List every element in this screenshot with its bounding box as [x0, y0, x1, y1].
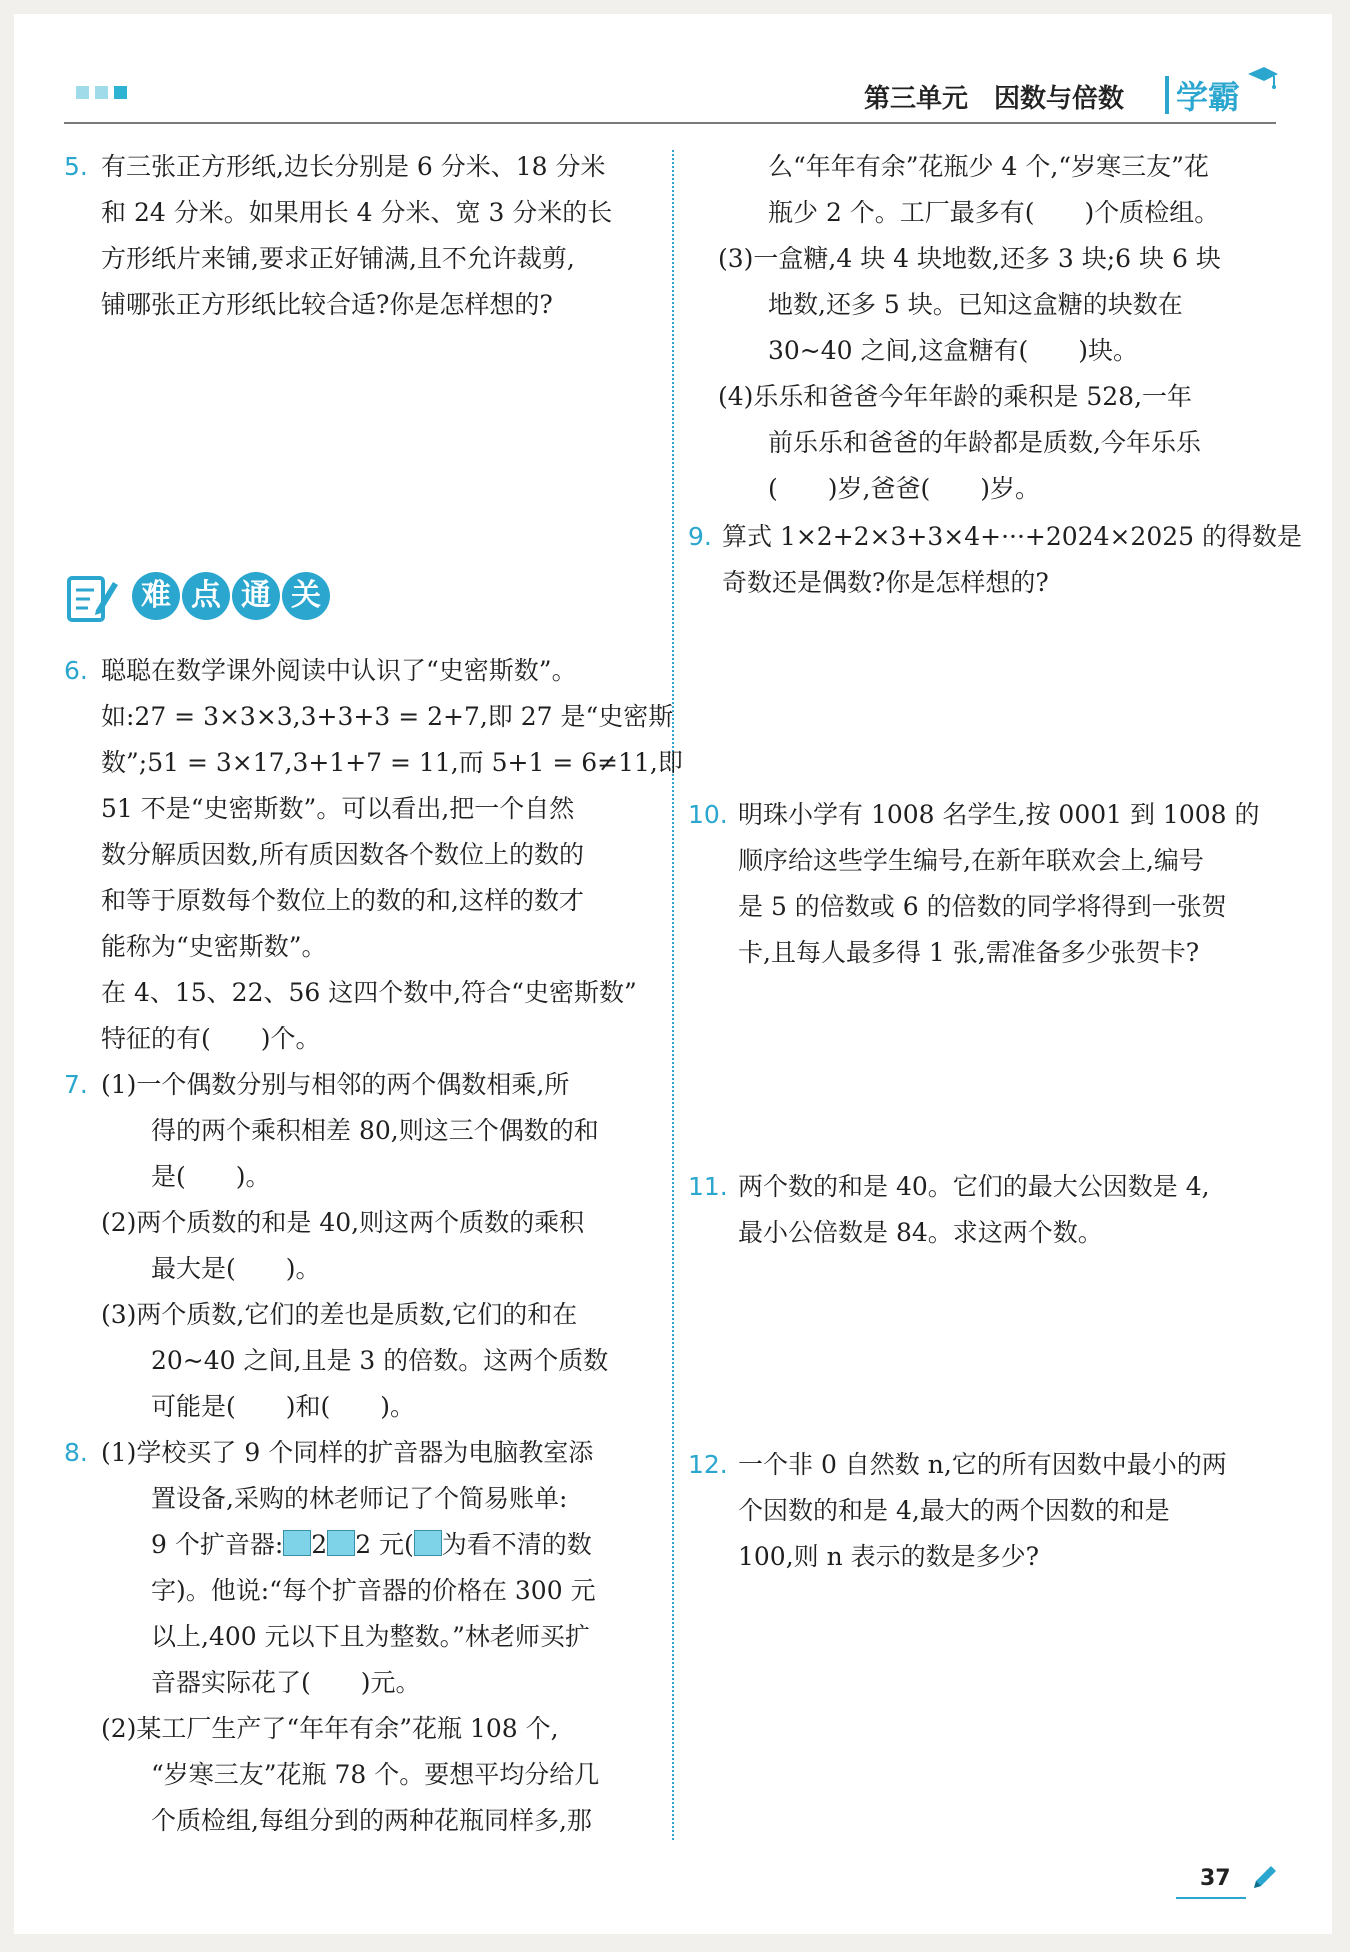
q8-line: 30~40 之间,这盒糖有( )块。	[768, 336, 1138, 365]
q6-line: 能称为“史密斯数”。	[101, 932, 327, 961]
q12-text	[738, 1442, 1227, 1580]
q8-number: 8.	[64, 1438, 88, 1467]
q8-text-right	[768, 144, 1219, 236]
q5-text	[101, 144, 612, 328]
brand-logo: 学霸	[1176, 78, 1241, 116]
page-number-rule	[1176, 1897, 1246, 1899]
unclear-digit-box	[327, 1530, 355, 1556]
q7-line: 得的两个乘积相差 80,则这三个偶数的和	[151, 1116, 599, 1145]
q8-receipt-digit: 2	[311, 1530, 328, 1559]
q12-line: 一个非 0 自然数 n,它的所有因数中最小的两	[738, 1450, 1227, 1479]
q8-line: (3)一盒糖,4 块 4 块地数,还多 3 块;6 块 6 块	[718, 244, 1221, 273]
q8-line: (1)学校买了 9 个同样的扩音器为电脑教室添	[101, 1438, 594, 1467]
q6-line: 数”;51 = 3×17,3+1+7 = 11,而 5+1 = 6≠11,即	[101, 748, 683, 777]
q7-line: 最大是( )。	[151, 1254, 321, 1283]
q6-line: 聪聪在数学课外阅读中认识了“史密斯数”。	[101, 656, 577, 685]
q5-line: 和 24 分米。如果用长 4 分米、宽 3 分米的长	[101, 198, 613, 227]
q8-line: 地数,还多 5 块。已知这盒糖的块数在	[768, 290, 1183, 319]
topic-label: 因数与倍数	[994, 84, 1125, 114]
q6-line: 51 不是“史密斯数”。可以看出,把一个自然	[101, 794, 575, 823]
q8-parts-3-4	[718, 236, 1221, 512]
q12-line: 100,则 n 表示的数是多少?	[738, 1542, 1040, 1571]
q12-number: 12.	[688, 1450, 728, 1479]
q11-text	[738, 1164, 1210, 1256]
section-title-char: 关	[282, 572, 330, 620]
q8-line: 瓶少 2 个。工厂最多有( )个质检组。	[768, 198, 1220, 227]
q8-receipt-tail: 2 元(	[355, 1530, 414, 1559]
header-decoration	[76, 86, 127, 99]
q8-line: 么“年年有余”花瓶少 4 个,“岁寒三友”花	[768, 152, 1209, 181]
q7-line: 可能是( )和( )。	[151, 1392, 416, 1421]
q7-text	[101, 1062, 608, 1430]
q8-line: 以上,400 元以下且为整数。”林老师买扩	[151, 1622, 590, 1651]
q5-line: 有三张正方形纸,边长分别是 6 分米、18 分米	[101, 152, 606, 181]
section-title	[132, 572, 330, 620]
q7-line: (2)两个质数的和是 40,则这两个质数的乘积	[101, 1208, 585, 1237]
header-rule	[64, 122, 1276, 124]
q11-line: 最小公倍数是 84。求这两个数。	[738, 1218, 1103, 1247]
q11-number: 11.	[688, 1172, 728, 1201]
q7-line: 20~40 之间,且是 3 的倍数。这两个质数	[151, 1346, 609, 1375]
q12-line: 个因数的和是 4,最大的两个因数的和是	[738, 1496, 1170, 1525]
q5-number: 5.	[64, 152, 88, 181]
q9-line: 奇数还是偶数?你是怎样想的?	[722, 568, 1049, 597]
q9-text	[722, 514, 1302, 606]
q6-line: 和等于原数每个数位上的数的和,这样的数才	[101, 886, 584, 915]
unclear-digit-box	[414, 1530, 442, 1556]
q8-line: (4)乐乐和爸爸今年年龄的乘积是 528,一年	[718, 382, 1193, 411]
q7-line: (1)一个偶数分别与相邻的两个偶数相乘,所	[101, 1070, 570, 1099]
q7-line: (3)两个质数,它们的差也是质数,它们的和在	[101, 1300, 578, 1329]
q8-text-left	[101, 1430, 599, 1844]
q8-line: 字)。他说:“每个扩音器的价格在 300 元	[151, 1576, 596, 1605]
q8-line: ( )岁,爸爸( )岁。	[768, 474, 1040, 503]
notebook-pencil-icon	[66, 572, 120, 624]
unclear-digit-box	[283, 1530, 311, 1556]
q10-number: 10.	[688, 800, 728, 829]
q8-line: 音器实际花了( )元。	[151, 1668, 421, 1697]
page-number: 37	[1200, 1866, 1231, 1891]
q8-line: 置设备,采购的林老师记了个简易账单:	[151, 1484, 568, 1513]
q6-line: 在 4、15、22、56 这四个数中,符合“史密斯数”	[101, 978, 637, 1007]
q6-line: 如:27 = 3×3×3,3+3+3 = 2+7,即 27 是“史密斯	[101, 702, 674, 731]
q8-line: 前乐乐和爸爸的年龄都是质数,今年乐乐	[768, 428, 1201, 457]
q8-receipt-label: 9 个扩音器:	[151, 1530, 284, 1559]
q8-line: 个质检组,每组分到的两种花瓶同样多,那	[151, 1806, 592, 1835]
q6-line: 数分解质因数,所有质因数各个数位上的数的	[101, 840, 584, 869]
q10-line: 明珠小学有 1008 名学生,按 0001 到 1008 的	[738, 800, 1260, 829]
section-title-char: 难	[132, 572, 180, 620]
q6-text	[101, 648, 683, 1062]
q8-line: “岁寒三友”花瓶 78 个。要想平均分给几	[151, 1760, 600, 1789]
q9-number: 9.	[688, 522, 712, 551]
q10-line: 是 5 的倍数或 6 的倍数的同学将得到一张贺	[738, 892, 1227, 921]
q5-line: 方形纸片来铺,要求正好铺满,且不允许裁剪,	[101, 244, 575, 273]
q6-line: 特征的有( )个。	[101, 1024, 321, 1053]
q5-line: 铺哪张正方形纸比较合适?你是怎样想的?	[101, 290, 553, 319]
section-title-char: 点	[182, 572, 230, 620]
q7-line: 是( )。	[151, 1162, 271, 1191]
q6-number: 6.	[64, 656, 88, 685]
graduation-cap-icon	[1246, 64, 1280, 94]
q10-line: 卡,且每人最多得 1 张,需准备多少张贺卡?	[738, 938, 1200, 967]
header-title	[864, 78, 1124, 115]
q8-receipt-note: 为看不清的数	[441, 1530, 592, 1559]
q9-line: 算式 1×2+2×3+3×4+···+2024×2025 的得数是	[722, 522, 1302, 551]
header-bar	[1165, 76, 1169, 114]
q8-line: (2)某工厂生产了“年年有余”花瓶 108 个,	[101, 1714, 559, 1743]
q8-receipt-line	[101, 1522, 599, 1568]
section-title-char: 通	[232, 572, 280, 620]
q10-text	[738, 792, 1260, 976]
q10-line: 顺序给这些学生编号,在新年联欢会上,编号	[738, 846, 1204, 875]
q11-line: 两个数的和是 40。它们的最大公因数是 4,	[738, 1172, 1210, 1201]
q7-number: 7.	[64, 1070, 88, 1099]
pencil-icon	[1250, 1862, 1280, 1892]
unit-label: 第三单元	[864, 84, 969, 114]
